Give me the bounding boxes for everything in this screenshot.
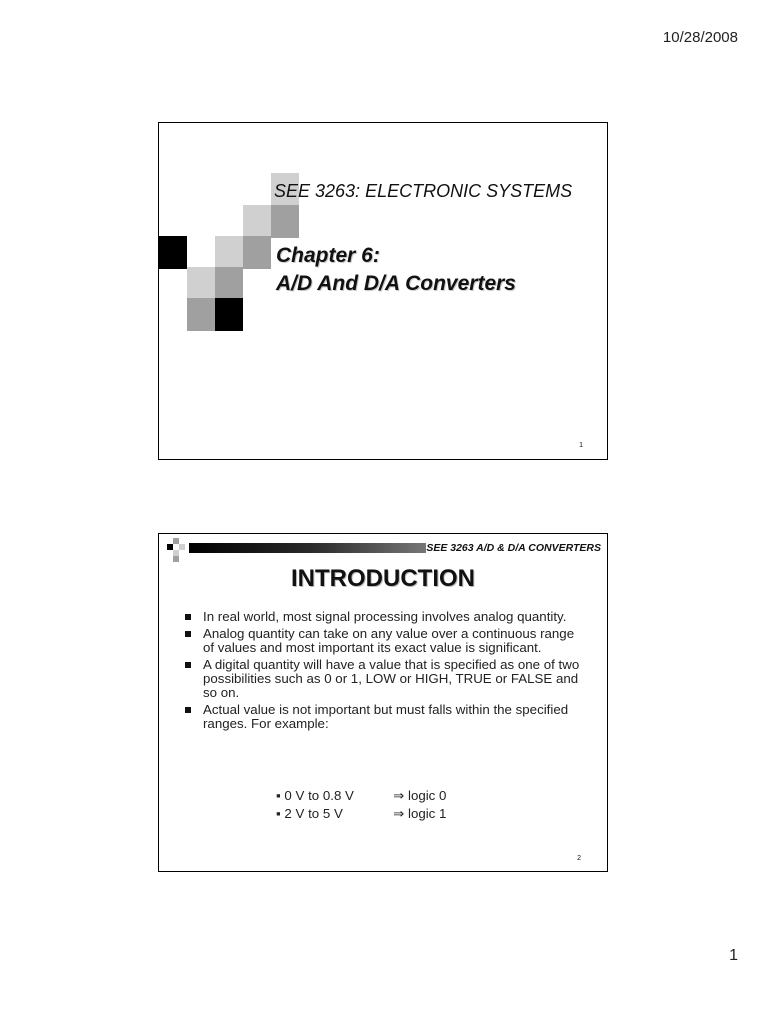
chapter-name: A/D And D/A Converters	[276, 272, 516, 295]
voltage-range: 0 V to 0.8 V	[284, 788, 354, 803]
sub-bullet-icon: ▪	[276, 806, 281, 821]
implies-arrow-icon: ⇒	[393, 788, 405, 803]
list-item	[183, 610, 588, 624]
slide-title: INTRODUCTION	[291, 565, 475, 592]
decorative-square	[215, 298, 243, 331]
bullet-text: In real world, most signal processing involves analog quantity.	[203, 609, 567, 624]
decorative-square	[187, 298, 215, 331]
decorative-square	[215, 236, 243, 269]
list-item	[183, 627, 588, 655]
bullet-list	[183, 610, 588, 734]
sub-bullet-icon: ▪	[276, 788, 281, 803]
decorative-square	[243, 205, 271, 238]
decorative-square	[179, 544, 185, 550]
decorative-square	[187, 267, 215, 300]
slide-number: 1	[579, 442, 583, 449]
example-row	[276, 805, 446, 823]
implies-arrow-icon: ⇒	[393, 806, 405, 821]
example-row	[276, 787, 446, 805]
bullet-text: Actual value is not important but must falls within the specified ranges. For example:	[203, 702, 569, 731]
decorative-square	[173, 556, 179, 562]
slide-header: SEE 3263 A/D & D/A CONVERTERS	[426, 542, 601, 554]
bullet-text: Analog quantity can take on any value over a continuous range of values and most important its exact value is significant.	[203, 626, 575, 655]
decorative-square	[159, 236, 187, 269]
bullet-square-icon	[185, 662, 191, 668]
voltage-range: 2 V to 5 V	[284, 806, 343, 821]
logic-level: logic 0	[407, 788, 447, 803]
page-date: 10/28/2008	[662, 29, 738, 46]
logic-level: logic 1	[407, 806, 447, 821]
course-title: SEE 3263: ELECTRONIC SYSTEMS	[274, 181, 573, 201]
bullet-square-icon	[185, 707, 191, 713]
example-list	[276, 787, 446, 823]
slide-1	[158, 122, 608, 460]
decorative-square	[215, 267, 243, 300]
decorative-square	[271, 205, 299, 238]
bullet-square-icon	[185, 631, 191, 637]
list-item	[183, 703, 588, 731]
slide-2	[158, 533, 608, 872]
chapter-title	[276, 242, 516, 298]
page-number: 1	[729, 947, 738, 964]
bullet-text: A digital quantity will have a value that is specified as one of two possibilities such as 0 or 1, LOW or HIGH, TRUE or FALSE and so on.	[203, 657, 580, 700]
chapter-number: Chapter 6:	[276, 244, 380, 267]
slide-number: 2	[577, 855, 581, 862]
bullet-square-icon	[185, 614, 191, 620]
decorative-square	[243, 236, 271, 269]
list-item	[183, 658, 588, 700]
